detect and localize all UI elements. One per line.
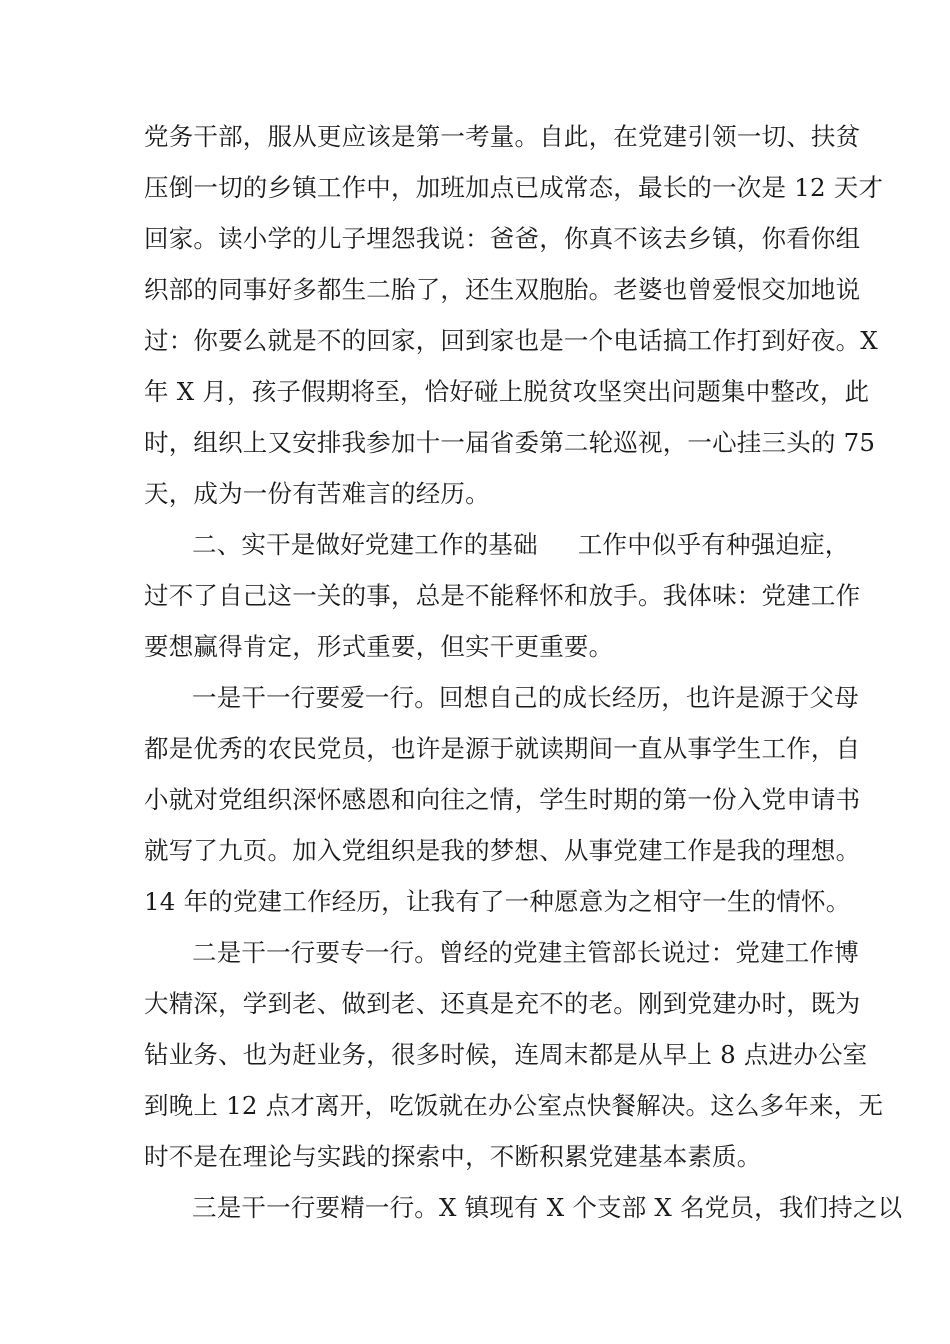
paragraph-line: 回家。读小学的儿子埋怨我说：爸爸，你真不该去乡镇，你看你组 (144, 224, 861, 253)
paragraph-line: 织部的同事好多都生二胎了，还生双胞胎。老婆也曾爱恨交加地说 (144, 275, 861, 304)
paragraph-line: 都是优秀的农民党员，也许是源于就读期间一直从事学生工作，自 (144, 734, 861, 763)
paragraph-line: 到晚上 12 点才离开，吃饭就在办公室点快餐解决。这么多年来，无 (144, 1091, 884, 1120)
paragraph-line: 过不了自己这一关的事，总是不能释怀和放手。我体味：党建工作 (144, 581, 861, 610)
paragraph-line: 钻业务、也为赶业务，很多时候，连周末都是从早上 8 点进办公室 (144, 1040, 868, 1069)
section-heading: 二、实干是做好党建工作的基础 (192, 530, 538, 559)
paragraph-line: 年 X 月，孩子假期将至，恰好碰上脱贫攻坚突出问题集中整改，此 (144, 377, 870, 406)
section-heading-continuation: 工作中似乎有种强迫症， (577, 530, 850, 559)
paragraph-line: 时不是在理论与实践的探索中，不断积累党建基本素质。 (144, 1142, 762, 1171)
paragraph-line: 时，组织上又安排我参加十一届省委第二轮巡视，一心挂三头的 75 (144, 428, 876, 457)
section-heading-line (192, 525, 850, 565)
paragraph-line: 天，成为一份有苦难言的经历。 (144, 479, 490, 508)
paragraph-line: 14 年的党建工作经历，让我有了一种愿意为之相守一生的情怀。 (144, 887, 851, 916)
paragraph-line: 压倒一切的乡镇工作中，加班加点已成常态，最长的一次是 12 天才 (144, 173, 884, 202)
paragraph-first-line: 一是干一行要爱一行。回想自己的成长经历，也许是源于父母 (192, 683, 859, 712)
paragraph-first-line: 三是干一行要精一行。X 镇现有 X 个支部 X 名党员，我们持之以 (192, 1193, 903, 1222)
paragraph-line: 要想赢得肯定，形式重要，但实干更重要。 (144, 632, 614, 661)
paragraph-line: 就写了九页。加入党组织是我的梦想、从事党建工作是我的理想。 (144, 836, 861, 865)
paragraph-line: 党务干部，服从更应该是第一考量。自此，在党建引领一切、扶贫 (144, 122, 861, 151)
paragraph-first-line: 二是干一行要专一行。曾经的党建主管部长说过：党建工作博 (192, 938, 859, 967)
paragraph-line: 大精深，学到老、做到老、还真是充不的老。刚到党建办时，既为 (144, 989, 861, 1018)
paragraph-line: 过：你要么就是不的回家，回到家也是一个电话搞工作打到好夜。X (144, 326, 878, 355)
paragraph-line: 小就对党组织深怀感恩和向往之情，学生时期的第一份入党申请书 (144, 785, 861, 814)
